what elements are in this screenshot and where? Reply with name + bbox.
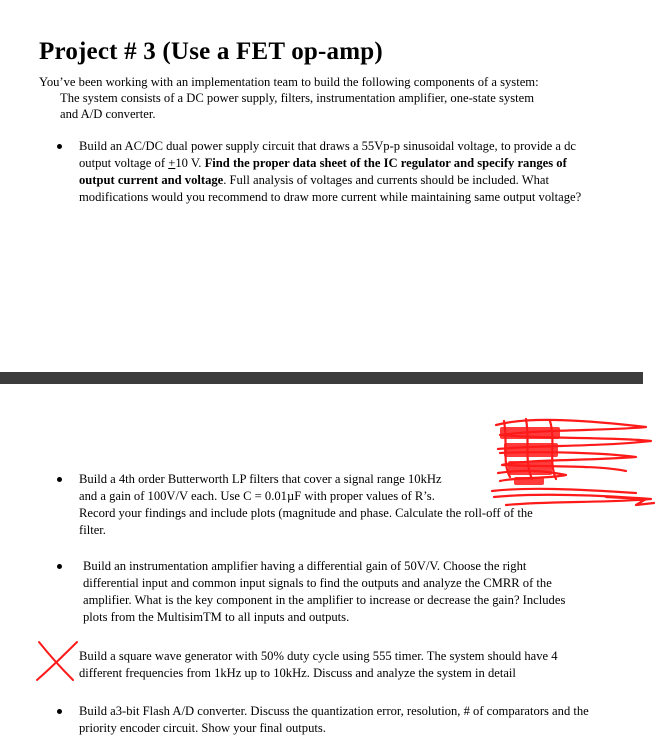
intro-line-2: The system consists of a DC power supply, filters, instrumentation amplifier, one-state system — [60, 91, 535, 105]
text-segment: . Full analysis of voltages and currents should be included. What modifications would you recommend to draw more current while maintaining same output voltage? — [79, 173, 582, 204]
bullet-text — [79, 138, 599, 206]
plus-minus-sign: + — [168, 156, 176, 170]
text-line: and a gain of 100V/V each. Use C = 0.01µF with proper values of R’s. — [79, 489, 435, 503]
bullet-text: Build a square wave generator with 50% duty cycle using 555 timer. The system should have 4 different frequencies from 1kHz up to 10kHz. Discuss and analyze the system in detail — [79, 649, 558, 680]
bullet-dot — [57, 564, 62, 569]
text-segment: Build an AC/DC dual power supply circuit that draws a 55Vp-p sinusoidal voltage, to provide a dc output voltage of — [79, 139, 577, 170]
bullet-text: Build a3-bit Flash A/D converter. Discuss the quantization error, resolution, # of comparators and the priority encoder circuit. Show your final outputs. — [79, 704, 589, 735]
bullet-text: Build an instrumentation amplifier having a differential gain of 50V/V. Choose the right differential input and common input signals to find the outputs and analyze the CMRR of the amplifier. What is the key component in the amplifier to increase or decrease the gain? Includes plots from the MultisimTM to all inputs and outputs. — [83, 559, 566, 624]
text-line: filter. — [79, 523, 106, 537]
text-line: Build a 4th order Butterworth LP filters that cover a signal range 10kHz — [79, 472, 442, 486]
bold-instruction: Find the proper data sheet of the IC regulator and specify ranges of output current and voltage — [79, 156, 567, 187]
page-title: Project # 3 (Use a FET op-amp) — [39, 38, 383, 65]
bullet-dot — [57, 477, 62, 482]
intro-paragraph — [39, 74, 619, 122]
bullet-dot — [57, 709, 62, 714]
text-segment: 10 V. — [175, 156, 205, 170]
red-scribble-redaction — [486, 413, 658, 508]
red-x-mark — [33, 638, 79, 682]
intro-line-1: You’ve been working with an implementation team to build the following components of a system: — [39, 75, 539, 89]
bullet-dot — [57, 144, 62, 149]
intro-line-3: and A/D converter. — [60, 107, 156, 121]
page-break-bar — [0, 372, 643, 384]
text-line: Record your findings and include plots (magnitude and phase. Calculate the roll-off of the — [79, 506, 533, 520]
